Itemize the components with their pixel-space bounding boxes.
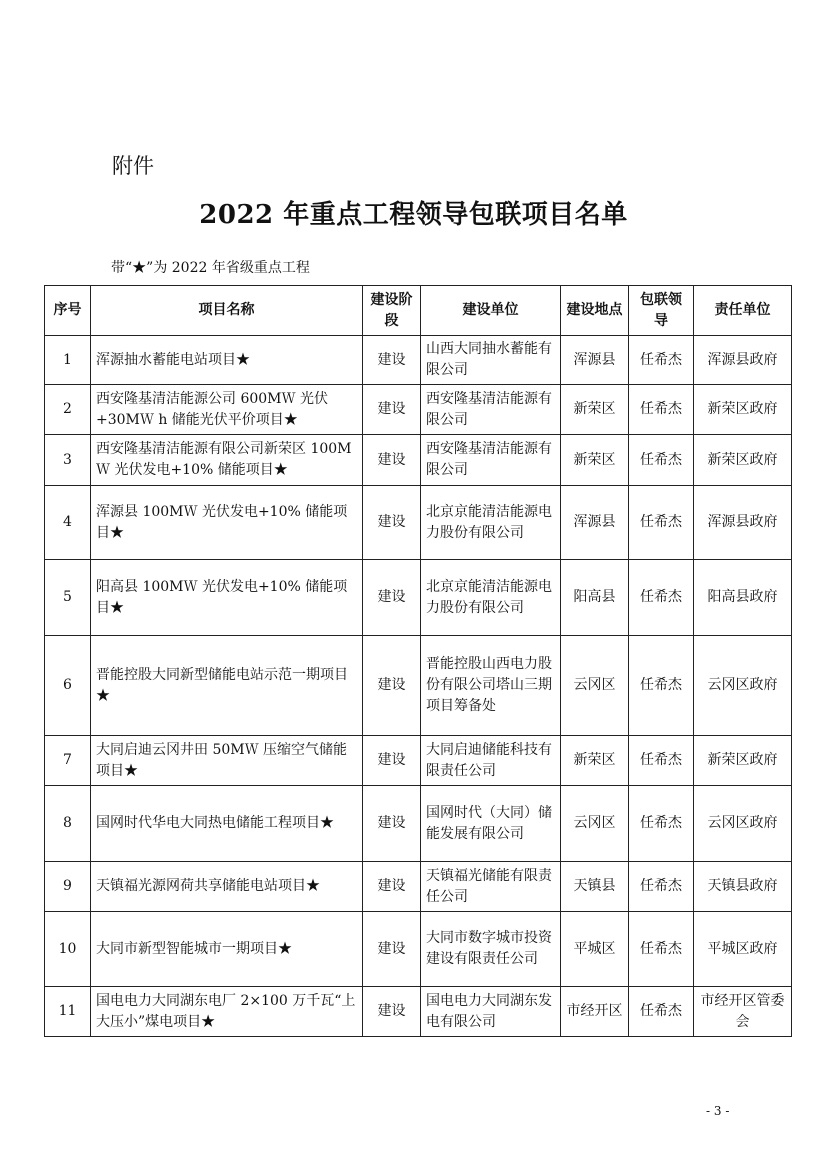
cell-builder: 大同市数字城市投资建设有限责任公司 bbox=[421, 912, 561, 987]
cell-location: 平城区 bbox=[561, 912, 629, 987]
cell-leader: 任希杰 bbox=[629, 336, 694, 385]
cell-project-name: 晋能控股大同新型储能电站示范一期项目★ bbox=[91, 636, 363, 736]
cell-project-name: 国电电力大同湖东电厂 2×100 万千瓦“上大压小”煤电项目★ bbox=[91, 987, 363, 1037]
cell-location: 新荣区 bbox=[561, 435, 629, 486]
cell-location: 天镇县 bbox=[561, 862, 629, 912]
table-row bbox=[45, 486, 792, 560]
cell-builder: 北京京能清洁能源电力股份有限公司 bbox=[421, 486, 561, 560]
cell-project-name: 大同市新型智能城市一期项目★ bbox=[91, 912, 363, 987]
header-location: 建设地点 bbox=[561, 286, 629, 336]
header-leader: 包联领导 bbox=[629, 286, 694, 336]
table-row bbox=[45, 385, 792, 435]
cell-responsible: 新荣区政府 bbox=[694, 736, 792, 786]
cell-location: 阳高县 bbox=[561, 560, 629, 636]
cell-location: 市经开区 bbox=[561, 987, 629, 1037]
cell-builder: 天镇福光储能有限责任公司 bbox=[421, 862, 561, 912]
cell-leader: 任希杰 bbox=[629, 862, 694, 912]
header-stage: 建设阶段 bbox=[363, 286, 421, 336]
cell-no: 11 bbox=[45, 987, 91, 1037]
star-note: 带“★”为 2022 年省级重点工程 bbox=[111, 260, 310, 276]
cell-location: 浑源县 bbox=[561, 336, 629, 385]
table-row bbox=[45, 636, 792, 736]
project-table bbox=[44, 285, 792, 1037]
cell-responsible: 浑源县政府 bbox=[694, 486, 792, 560]
cell-no: 7 bbox=[45, 736, 91, 786]
cell-leader: 任希杰 bbox=[629, 786, 694, 862]
cell-builder: 西安隆基清洁能源有限公司 bbox=[421, 435, 561, 486]
cell-stage: 建设 bbox=[363, 435, 421, 486]
table-row bbox=[45, 786, 792, 862]
cell-no: 8 bbox=[45, 786, 91, 862]
header-builder: 建设单位 bbox=[421, 286, 561, 336]
cell-responsible: 阳高县政府 bbox=[694, 560, 792, 636]
header-responsible: 责任单位 bbox=[694, 286, 792, 336]
cell-stage: 建设 bbox=[363, 560, 421, 636]
cell-responsible: 天镇县政府 bbox=[694, 862, 792, 912]
table-row bbox=[45, 912, 792, 987]
cell-no: 10 bbox=[45, 912, 91, 987]
cell-location: 云冈区 bbox=[561, 636, 629, 736]
header-no: 序号 bbox=[45, 286, 91, 336]
cell-stage: 建设 bbox=[363, 786, 421, 862]
cell-location: 新荣区 bbox=[561, 736, 629, 786]
table-row bbox=[45, 736, 792, 786]
page-number: - 3 - bbox=[706, 1104, 730, 1118]
table-row bbox=[45, 435, 792, 486]
cell-leader: 任希杰 bbox=[629, 385, 694, 435]
cell-no: 4 bbox=[45, 486, 91, 560]
cell-responsible: 平城区政府 bbox=[694, 912, 792, 987]
cell-builder: 西安隆基清洁能源有限公司 bbox=[421, 385, 561, 435]
cell-stage: 建设 bbox=[363, 385, 421, 435]
cell-stage: 建设 bbox=[363, 636, 421, 736]
cell-stage: 建设 bbox=[363, 987, 421, 1037]
table-row bbox=[45, 987, 792, 1037]
cell-project-name: 阳高县 100MＷ 光伏发电+10% 储能项目★ bbox=[91, 560, 363, 636]
cell-project-name: 国网时代华电大同热电储能工程项目★ bbox=[91, 786, 363, 862]
cell-leader: 任希杰 bbox=[629, 560, 694, 636]
cell-project-name: 浑源抽水蓄能电站项目★ bbox=[91, 336, 363, 385]
cell-responsible: 市经开区管委会 bbox=[694, 987, 792, 1037]
cell-leader: 任希杰 bbox=[629, 636, 694, 736]
cell-project-name: 大同启迪云冈井田 50MＷ 压缩空气储能项目★ bbox=[91, 736, 363, 786]
cell-stage: 建设 bbox=[363, 912, 421, 987]
cell-stage: 建设 bbox=[363, 486, 421, 560]
table-row bbox=[45, 336, 792, 385]
cell-location: 新荣区 bbox=[561, 385, 629, 435]
cell-responsible: 云冈区政府 bbox=[694, 636, 792, 736]
cell-stage: 建设 bbox=[363, 862, 421, 912]
cell-responsible: 浑源县政府 bbox=[694, 336, 792, 385]
cell-stage: 建设 bbox=[363, 336, 421, 385]
cell-location: 浑源县 bbox=[561, 486, 629, 560]
cell-builder: 国网时代（大同）储能发展有限公司 bbox=[421, 786, 561, 862]
cell-builder: 山西大同抽水蓄能有限公司 bbox=[421, 336, 561, 385]
cell-location: 云冈区 bbox=[561, 786, 629, 862]
cell-project-name: 天镇福光源网荷共享储能电站项目★ bbox=[91, 862, 363, 912]
cell-project-name: 浑源县 100MＷ 光伏发电+10% 储能项目★ bbox=[91, 486, 363, 560]
cell-responsible: 云冈区政府 bbox=[694, 786, 792, 862]
cell-leader: 任希杰 bbox=[629, 912, 694, 987]
cell-builder: 北京京能清洁能源电力股份有限公司 bbox=[421, 560, 561, 636]
cell-leader: 任希杰 bbox=[629, 987, 694, 1037]
cell-leader: 任希杰 bbox=[629, 736, 694, 786]
cell-no: 1 bbox=[45, 336, 91, 385]
cell-builder: 大同启迪储能科技有限责任公司 bbox=[421, 736, 561, 786]
table-row bbox=[45, 560, 792, 636]
cell-leader: 任希杰 bbox=[629, 486, 694, 560]
cell-leader: 任希杰 bbox=[629, 435, 694, 486]
cell-builder: 国电电力大同湖东发电有限公司 bbox=[421, 987, 561, 1037]
cell-stage: 建设 bbox=[363, 736, 421, 786]
cell-project-name: 西安隆基清洁能源公司 600MＷ 光伏+30MＷ h 储能光伏平价项目★ bbox=[91, 385, 363, 435]
cell-builder: 晋能控股山西电力股份有限公司塔山三期项目筹备处 bbox=[421, 636, 561, 736]
cell-no: 2 bbox=[45, 385, 91, 435]
attachment-label: 附件 bbox=[112, 154, 154, 178]
cell-no: 5 bbox=[45, 560, 91, 636]
cell-responsible: 新荣区政府 bbox=[694, 385, 792, 435]
page-title: 2022 年重点工程领导包联项目名单 bbox=[199, 200, 628, 230]
cell-no: 6 bbox=[45, 636, 91, 736]
table-header-row bbox=[45, 286, 792, 336]
table-row bbox=[45, 862, 792, 912]
cell-no: 9 bbox=[45, 862, 91, 912]
cell-no: 3 bbox=[45, 435, 91, 486]
cell-responsible: 新荣区政府 bbox=[694, 435, 792, 486]
header-project-name: 项目名称 bbox=[91, 286, 363, 336]
cell-project-name: 西安隆基清洁能源有限公司新荣区 100MＷ 光伏发电+10% 储能项目★ bbox=[91, 435, 363, 486]
